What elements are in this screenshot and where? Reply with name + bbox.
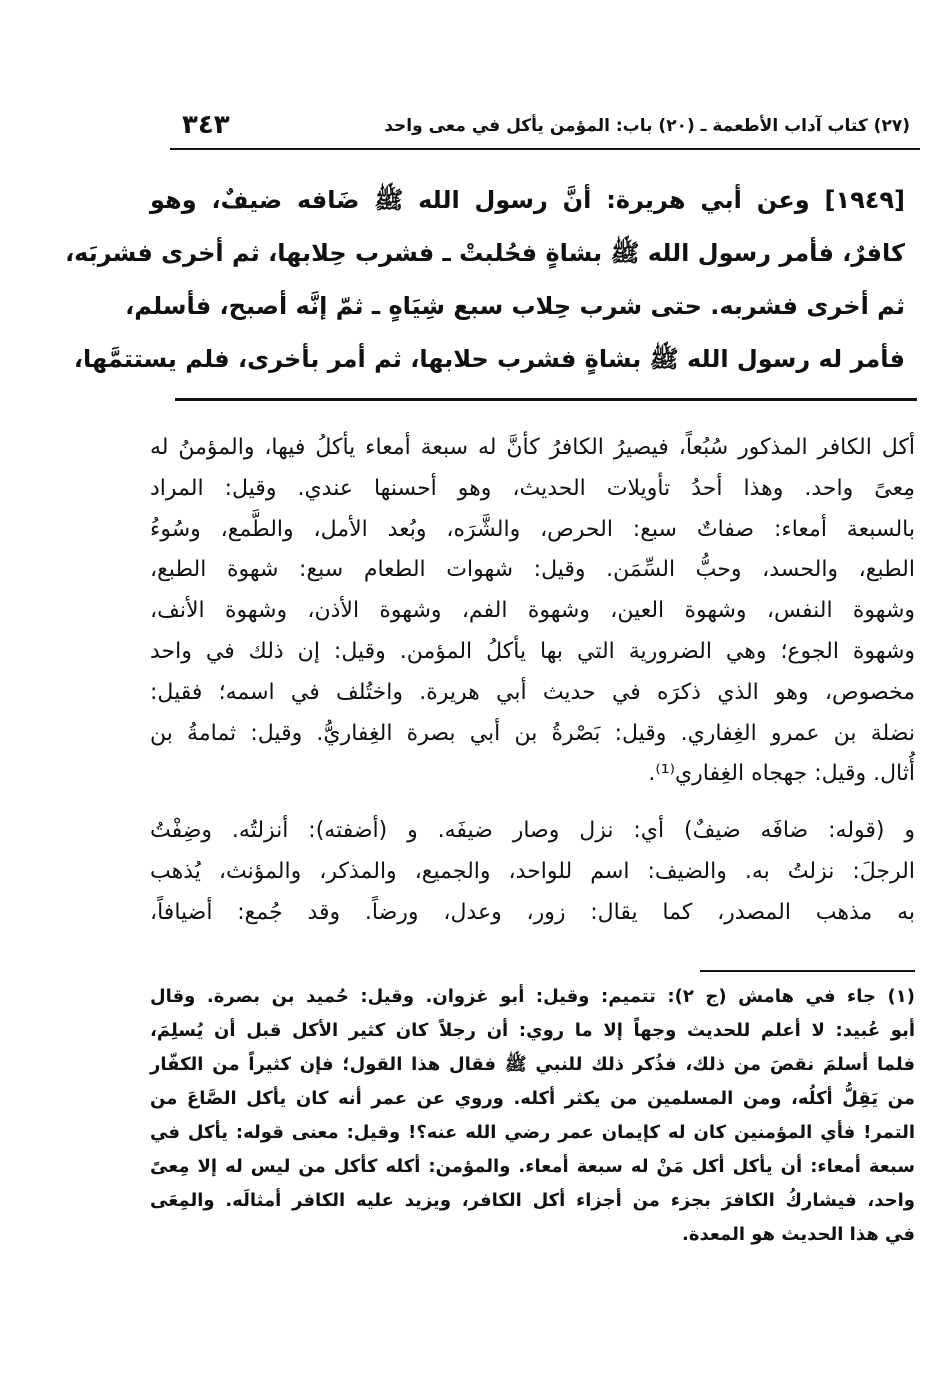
footnote-line: (١) جاء في هامش (ج ٢): تتميم: وقيل: أبو غزوان. وقيل: حُميد بن بصرة. وقال <box>150 986 915 1007</box>
commentary-line: وشهوة النفس، وشهوة العين، وشهوة الفم، وشهوة الأذن، وشهوة الأنف، <box>150 598 915 624</box>
commentary-line: وشهوة الجوع؛ وهي الضرورية التي بها يأكلُ المؤمن. وقيل: إن ذلك في واحد <box>150 638 915 664</box>
section-divider <box>175 398 917 401</box>
hadith-line: ثم أخرى فشربه. حتى شرب حِلاب سبع شِيَاهٍ ـ ثمّ إنَّه أصبح، فأسلم، <box>125 292 905 320</box>
commentary-line: و (قوله: ضافَه ضيفٌ) أي: نزل وصار ضيفَه. و (أضفته): أنزلتُه. وضِفْتُ <box>150 818 915 844</box>
footnote-line: من يَقِلُّ أكلُه، ومن المسلمين من يكثر أكله. وروي عن عمر أنه كان يأكل الصَّاعَ من <box>150 1088 915 1109</box>
hadith-line: [١٩٤٩] وعن أبي هريرة: أنَّ رسول الله ﷺ ضَافه ضيفٌ، وهو <box>150 186 905 214</box>
commentary-line: أُثال. وقيل: جهجاه الغِفاري⁽¹⁾. <box>648 761 915 787</box>
commentary-line: مخصوص، وهو الذي ذكرَه في حديث أبي هريرة. واختُلف في اسمه؛ فقيل: <box>150 679 915 705</box>
commentary-line: مِعىً واحد. وهذا أحدُ تأويلات الحديث، وهو أحسنها عندي. وقيل: المراد <box>150 475 915 501</box>
footnote-line: أبو عُبيد: لا أعلم للحديث وجهاً إلا ما روي: أن رجلاً كان كثير الأكل قبل أن يُسلِمَ، <box>150 1020 915 1041</box>
hadith-line: فأمر له رسول الله ﷺ بشاةٍ فشرب حلابها، ثم أمر بأخرى، فلم يستتمَّها، <box>73 345 905 373</box>
footnote-line: فلما أسلمَ نقصَ من ذلك، فذُكر ذلك للنبي ﷺ فقال هذا القول؛ فإن كثيراً من الكفّار <box>150 1054 915 1075</box>
header-title: (٢٧) كتاب آداب الأطعمة ـ (٢٠) باب: المؤمن يأكل في معى واحد <box>384 116 910 136</box>
commentary-line: به مذهب المصدر، كما يقال: زور، وعدل، ورضاً. وقد جُمع: أضيافاً، <box>150 899 915 925</box>
footnote-line: سبعة أمعاء: أن يأكل أكل مَنْ له سبعة أمعاء. والمؤمن: أكله كأكل من ليس له إلا مِعىً <box>150 1156 915 1177</box>
footnote-line: في هذا الحديث هو المعدة. <box>681 1224 915 1245</box>
running-header <box>170 108 920 150</box>
commentary <box>150 428 915 934</box>
page-number: ٣٤٣ <box>182 110 230 140</box>
footnote-divider <box>700 970 915 972</box>
commentary-line: الطبع، والحسد، وحبُّ السِّمَن. وقيل: شهوات الطعام سبع: شهوة الطبع، <box>150 557 915 583</box>
footnote-line: واحد، فيشاركُ الكافرَ بجزء من أجزاء أكل الكافر، ويزيد عليه الكافر أمثالَه. والمِعَى <box>150 1190 915 1211</box>
commentary-paragraph <box>150 811 915 933</box>
commentary-line: الرجلَ: نزلتُ به. والضيف: اسم للواحد، والجميع، والمذكر، والمؤنث، يُذهب <box>150 858 915 884</box>
commentary-paragraph <box>150 428 915 795</box>
hadith-text <box>65 174 905 386</box>
commentary-line: أكل الكافر المذكور سُبُعاً، فيصيرُ الكافرُ كأنَّ له سبعة أمعاء يأكلُ فيها، والمؤمنُ له <box>150 435 915 460</box>
commentary-line: بالسبعة أمعاء: صفاتٌ سبع: الحرص، والشَّرَه، وبُعد الأمل، والطَّمع، وسُوءُ <box>150 516 915 542</box>
footnote <box>150 980 915 1252</box>
commentary-line: نضلة بن عمرو الغِفاري. وقيل: بَصْرةُ بن أبي بصرة الغِفاريُّ. وقيل: ثمامةُ بن <box>150 720 915 746</box>
hadith-line: كافرٌ، فأمر رسول الله ﷺ بشاةٍ فحُلبتْ ـ فشرب حِلابها، ثم أخرى فشربَه، <box>65 239 905 267</box>
footnote-line: التمر! فأي المؤمنين كان له كإيمان عمر رضي الله عنه؟! وقيل: معنى قوله: يأكل في <box>150 1122 915 1143</box>
